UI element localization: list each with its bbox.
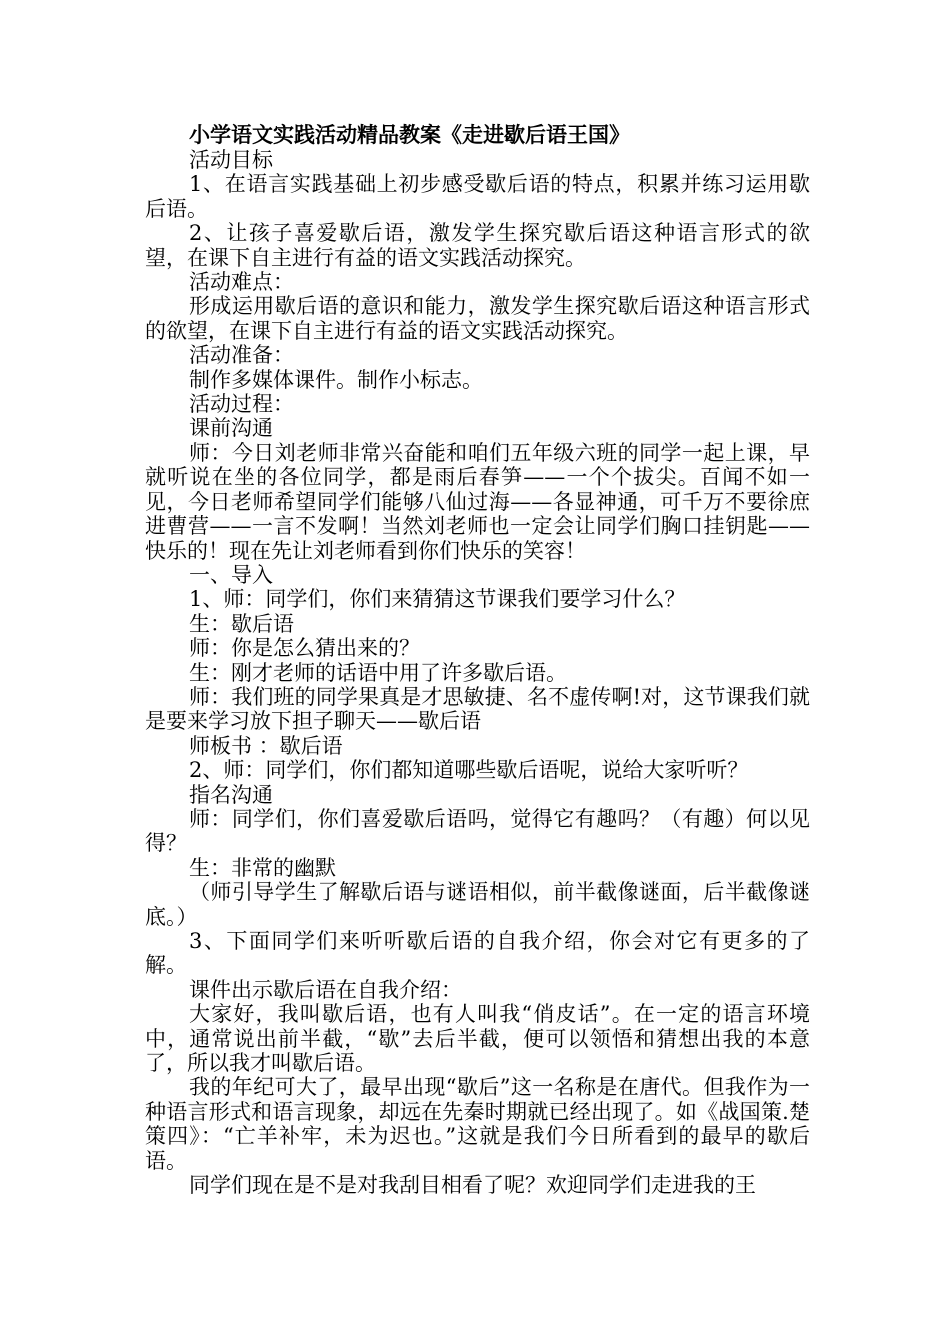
document-title: 小学语文实践活动精品教案《走进歇后语王国》: [189, 122, 630, 147]
dialogue-line: 生：非常的幽默: [189, 855, 336, 880]
heading-preparation: 活动准备：: [189, 343, 294, 368]
heading-difficulty: 活动难点：: [189, 270, 294, 295]
document-body: [145, 122, 810, 1197]
teacher-opening-speech: 师：今日刘老师非常兴奋能和咱们五年级六班的同学一起上课，早就听说在坐的各位同学，都是雨后春笋——一个个拔尖。百闻不如一见，今日老师希望同学们能够八仙过海——各显神通，可千万不要徐庶进曹营——一言不发啊！当然刘老师也一定会让同学们胸口挂钥匙——快乐的！现在先让刘老师看到你们快乐的笑容！: [145, 440, 810, 563]
subheading-pre-class: 课前沟通: [189, 416, 273, 441]
self-intro-paragraph: 我的年纪可大了，最早出现“歇后”这一名称是在唐代。但我作为一种语言形式和语言现象，却远在先秦时期就已经出现了。如《战国策.楚策四》：“亡羊补牢，未为迟也。”这就是我们今日所看到的最早的歇后语。: [145, 1075, 810, 1173]
goal-1: 1、在语言实践基础上初步感受歇后语的特点，积累并练习运用歇后语。: [145, 172, 810, 221]
heading-process: 活动过程：: [189, 392, 294, 417]
dialogue-line: 3、下面同学们来听听歇后语的自我介绍，你会对它有更多的了解。: [145, 929, 810, 978]
dialogue-line: 师：同学们，你们喜爱歇后语吗，觉得它有趣吗？（有趣）何以见得？: [145, 806, 810, 856]
blackboard-note: 师板书 ：歇后语: [189, 733, 343, 758]
section-introduction: 一、导入: [189, 562, 273, 587]
dialogue-line: 生：刚才老师的话语中用了许多歇后语。: [189, 660, 567, 685]
self-intro-paragraph: 大家好，我叫歇后语，也有人叫我“俏皮话”。在一定的语言环境中，通常说出前半截，“歇”去后半截，便可以领悟和猜想出我的本意了，所以我才叫歇后语。: [145, 1002, 810, 1076]
teacher-guidance-note: （师引导学生了解歇后语与谜语相似，前半截像谜面，后半截像谜底。）: [145, 880, 810, 929]
dialogue-line: 2、师：同学们，你们都知道哪些歇后语呢，说给大家听听？: [189, 758, 749, 783]
dialogue-line: 1、师：同学们，你们来猜猜这节课我们要学习什么？: [189, 587, 686, 612]
preparation-text: 制作多媒体课件。制作小标志。: [189, 367, 483, 392]
courseware-caption: 课件出示歇后语在自我介绍：: [189, 977, 462, 1002]
instruction-line: 指名沟通: [189, 782, 273, 807]
difficulty-text: 形成运用歇后语的意识和能力，激发学生探究歇后语这种语言形式的欲望，在课下自主进行有益的语文实践活动探究。: [145, 294, 810, 343]
dialogue-line: 师：我们班的同学果真是才思敏捷、名不虚传啊!对，这节课我们就是要来学习放下担子聊天——歇后语: [145, 684, 810, 734]
dialogue-line: 生：歇后语: [189, 611, 294, 636]
dialogue-line: 师：你是怎么猜出来的？: [189, 636, 420, 661]
self-intro-paragraph: 同学们现在是不是对我刮目相看了呢？欢迎同学们走进我的王: [189, 1173, 756, 1198]
goal-2: 2、让孩子喜爱歇后语，激发学生探究歇后语这种语言形式的欲望，在课下自主进行有益的语文实践活动探究。: [145, 221, 810, 270]
heading-activity-goals: 活动目标: [189, 148, 273, 172]
